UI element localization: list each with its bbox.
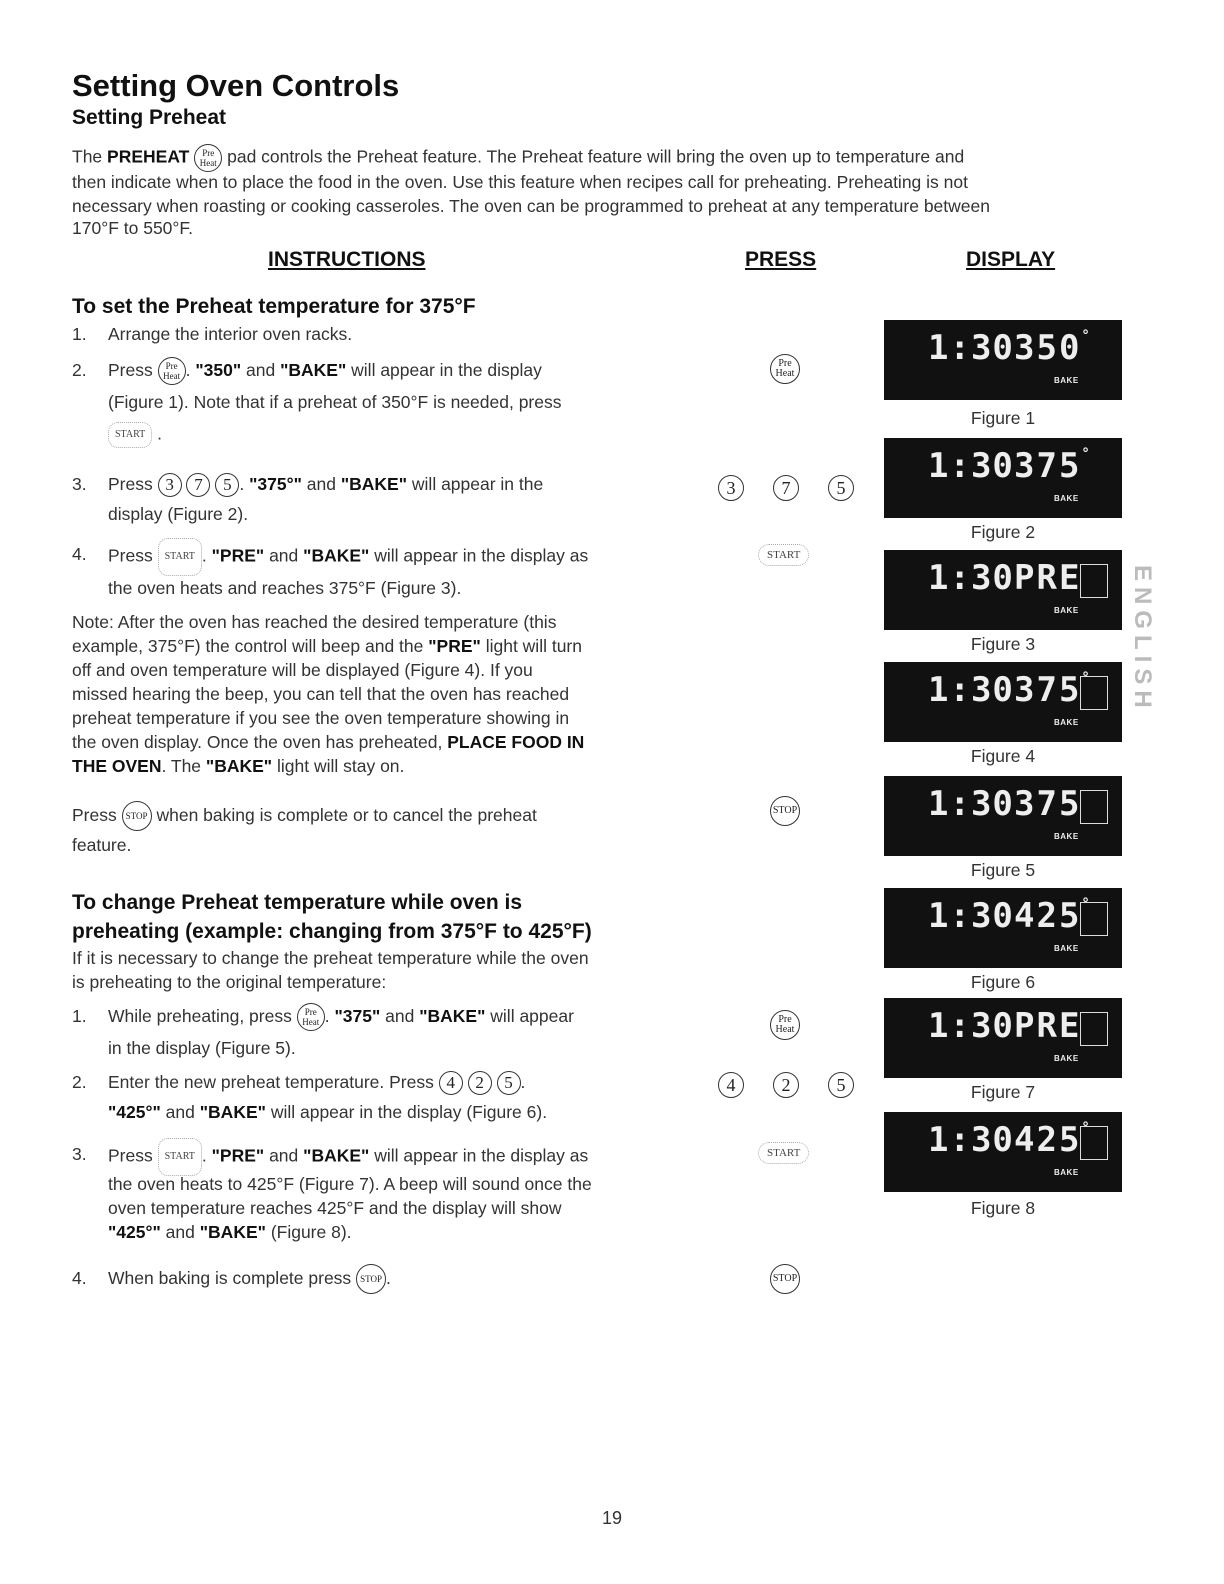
figure-caption: Figure 6	[970, 972, 1036, 992]
page-title: Setting Oven Controls	[72, 68, 400, 103]
stop-paragraph: Press STOP when baking is complete or to cancel the preheat feature.	[72, 798, 672, 858]
indicator-box	[1080, 1012, 1108, 1046]
preheat-pad-icon: Pre Heat	[194, 144, 222, 172]
display-figure-2: 1:30 375° BAKE	[884, 438, 1122, 518]
section1-heading: To set the Preheat temperature for 375°F	[72, 295, 476, 318]
language-side-tab: ENGLISH	[1129, 565, 1156, 714]
display-figure-6: 1:30 425° BAKE	[884, 888, 1122, 968]
indicator-box	[1080, 1126, 1108, 1160]
press-preheat-icon: Pre Heat	[770, 1010, 800, 1040]
number-4-pad-icon: 4	[439, 1071, 463, 1095]
change-step-4: 4. When baking is complete press STOP .	[0, 1262, 680, 1296]
number-2-pad-icon: 2	[468, 1071, 492, 1095]
press-stop-icon: STOP	[770, 796, 800, 826]
note-paragraph: Note: After the oven has reached the desired temperature (this example, 375°F) the control will beep and the "PRE" light will turn off and oven temperature will be displayed (Figure 4). If you missed hearing the beep, you can tell that the oven has reached preheat temperature if you see the oven temperature showing in the oven display. Once the oven has preheated, PLACE FOOD IN THE OVEN. The "BAKE" light will stay on.	[72, 612, 585, 776]
indicator-box	[1080, 676, 1108, 710]
figure-caption: Figure 1	[970, 408, 1036, 428]
start-pad-icon: START	[108, 422, 152, 448]
figure-caption: Figure 8	[970, 1198, 1036, 1218]
display-figure-3: 1:30 PRE BAKE	[884, 550, 1122, 630]
change-step-1: 1. While preheating, press Pre Heat . "375" and "BAKE" will appear in the display (Figure 5).	[0, 1000, 680, 1064]
section2-intro: If it is necessary to change the preheat temperature while the oven is preheating to the original temperature:	[72, 948, 589, 992]
press-number-7-icon: 7	[773, 475, 799, 501]
number-3-pad-icon: 3	[158, 473, 182, 497]
display-figure-1: 1:30 350° BAKE	[884, 320, 1122, 400]
section-title: Setting Preheat	[72, 106, 227, 129]
display-header: DISPLAY	[966, 248, 1056, 271]
start-pad-icon: START	[158, 1138, 202, 1176]
press-number-4-icon: 4	[718, 1072, 744, 1098]
step-4: 4. Press START . "PRE" and "BAKE" will appear in the display as the oven heats and reaches 375°F (Figure 3).	[0, 538, 680, 602]
page-number: 19	[601, 1508, 623, 1528]
number-5-pad-icon: 5	[497, 1071, 521, 1095]
figure-caption: Figure 7	[970, 1082, 1036, 1102]
section2-heading: To change Preheat temperature while oven is preheating (example: changing from 375°F to 425°F)	[72, 891, 592, 943]
figure-caption: Figure 5	[970, 860, 1036, 880]
start-pad-icon: START	[158, 538, 202, 576]
indicator-box	[1080, 902, 1108, 936]
press-number-2-icon: 2	[773, 1072, 799, 1098]
press-header: PRESS	[745, 248, 817, 271]
step-1: 1. Arrange the interior oven racks.	[72, 324, 353, 344]
step-2: 2. Press Pre Heat . "350" and "BAKE" will appear in the display (Figure 1). Note that if a preheat of 350°F is needed, press START .	[0, 354, 680, 434]
step-3: 3. Press 3 7 5 . "375°" and "BAKE" will appear in the display (Figure 2).	[72, 474, 544, 524]
press-start-icon: START	[758, 1142, 809, 1164]
press-number-3-icon: 3	[718, 475, 744, 501]
number-7-pad-icon: 7	[186, 473, 210, 497]
display-figure-5: 1:30 375 BAKE	[884, 776, 1122, 856]
figure-caption: Figure 2	[970, 522, 1036, 542]
display-figure-7: 1:30 PRE BAKE	[884, 998, 1122, 1078]
preheat-pad-icon: Pre Heat	[297, 1003, 325, 1031]
number-5-pad-icon: 5	[215, 473, 239, 497]
indicator-box	[1080, 790, 1108, 824]
instructions-header: INSTRUCTIONS	[268, 248, 426, 271]
press-number-5-icon: 5	[828, 1072, 854, 1098]
stop-pad-icon: STOP	[122, 801, 152, 831]
preheat-pad-icon: Pre Heat	[158, 357, 186, 385]
display-figure-4: 1:30 375° BAKE	[884, 662, 1122, 742]
figure-caption: Figure 4	[970, 746, 1036, 766]
press-preheat-icon: Pre Heat	[770, 354, 800, 384]
change-step-3: 3. Press START . "PRE" and "BAKE" will appear in the display as the oven heats to 425°F (Figure 7). A beep will sound once the oven temperature reaches 425°F and the display will show "425°" and "BAKE" (Figure 8).	[0, 1138, 680, 1248]
press-start-icon: START	[758, 544, 809, 566]
display-figure-8: 1:30 425° BAKE	[884, 1112, 1122, 1192]
press-number-5-icon: 5	[828, 475, 854, 501]
change-step-2: 2. Enter the new preheat temperature. Press 4 2 5 . "425°" and "BAKE" will appear in the display (Figure 6).	[72, 1072, 548, 1122]
stop-pad-icon: STOP	[356, 1264, 386, 1294]
indicator-box	[1080, 564, 1108, 598]
press-stop-icon: STOP	[770, 1264, 800, 1294]
figure-caption: Figure 3	[970, 634, 1036, 654]
intro-paragraph: The PREHEAT Pre Heat pad controls the Preheat feature. The Preheat feature will bring the oven up to temperature and then indicate when to place the food in the oven. Use this feature when recipes call for preheating. Preheating is not necessary when roasting or cooking casseroles. The oven can be programmed to preheat at any temperature between 170°F to 550°F.	[72, 144, 1152, 238]
